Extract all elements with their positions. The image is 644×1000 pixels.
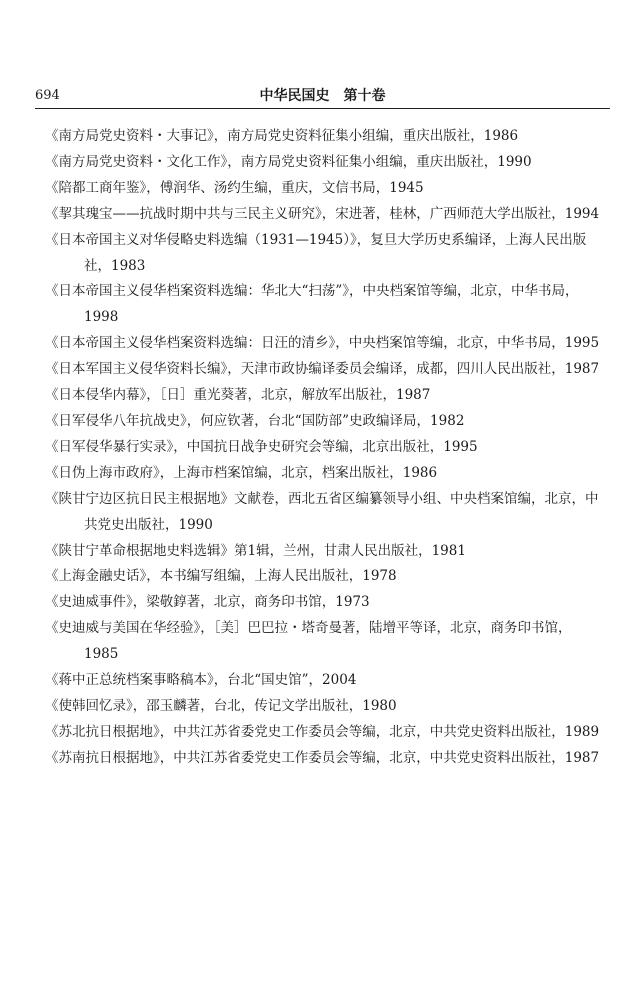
bibliography-entry: 《日本帝国主义侵华档案资料选编：华北大“扫荡”》，中央档案馆等编，北京，中华书局，1998: [45, 283, 579, 326]
bibliography-entry: 《陕甘宁革命根据地史料选辑》第1辑，兰州，甘肃人民出版社，1981: [45, 542, 466, 559]
bibliography-entry: 《日军侵华八年抗战史》，何应钦著，台北“国防部”史政编译局，1982: [45, 412, 465, 429]
bibliography-entry: 《日本军国主义侵华资料长编》，天津市政协编译委员会编译，成都，四川人民出版社，1987: [45, 361, 600, 378]
page-number: 694: [35, 88, 60, 103]
bibliography-entry: 《日本侵华内幕》，［日］重光葵著，北京，解放军出版社，1987: [45, 387, 431, 404]
bibliography-entry: 《上海金融史话》，本书编写组编，上海人民出版社，1978: [45, 568, 397, 585]
bibliography-entry: 《南方局党史资料・文化工作》，南方局党史资料征集小组编，重庆出版社，1990: [45, 153, 532, 170]
bibliography-entry: 《日本帝国主义侵华档案资料选编：日汪的清乡》，中央档案馆等编，北京，中华书局，1995: [45, 335, 600, 352]
bibliography-entry: 《挈其瑰宝——抗战时期中共与三民主义研究》，宋进著，桂林，广西师范大学出版社，1994: [45, 205, 600, 222]
running-title: 中华民国史 第十卷: [259, 88, 386, 104]
bibliography-entry: 《史迪威事件》，梁敬錞著，北京，商务印书馆，1973: [45, 594, 370, 611]
bibliography-list: [45, 124, 600, 772]
bibliography-entry: 《日军侵华暴行实录》，中国抗日战争史研究会等编，北京出版社，1995: [45, 438, 478, 455]
bibliography-entry: 《南方局党史资料・大事记》，南方局党史资料征集小组编，重庆出版社，1986: [45, 128, 519, 144]
bibliography-entry: 《日本帝国主义对华侵略史料选编（1931—1945）》，复旦大学历史系编译，上海人民出版社，1983: [45, 231, 587, 274]
bibliography-entry: 《陪都工商年鉴》，傅润华、汤约生编，重庆，文信书局，1945: [45, 179, 424, 196]
bibliography-entry: 《日伪上海市政府》，上海市档案馆编，北京，档案出版社，1986: [45, 464, 438, 481]
bibliography-entry: 《苏北抗日根据地》，中共江苏省委党史工作委员会等编，北京，中共党史资料出版社，1989: [45, 723, 600, 740]
bibliography-entry: 《苏南抗日根据地》，中共江苏省委党史工作委员会等编，北京，中共党史资料出版社，1987: [45, 749, 600, 766]
bibliography-entry: 《使韩回忆录》，邵玉麟著，台北，传记文学出版社，1980: [45, 697, 397, 714]
page-header: [35, 86, 610, 109]
bibliography-entry: 《陕甘宁边区抗日民主根据地》文献卷，西北五省区编纂领导小组、中央档案馆编，北京，中共党史出版社，1990: [45, 490, 599, 533]
bibliography-entry: 《蒋中正总统档案事略稿本》，台北“国史馆”，2004: [45, 672, 357, 689]
bibliography-entry: 《史迪威与美国在华经验》，［美］巴巴拉・塔奇曼著，陆增平等译，北京，商务印书馆，1985: [45, 620, 572, 663]
